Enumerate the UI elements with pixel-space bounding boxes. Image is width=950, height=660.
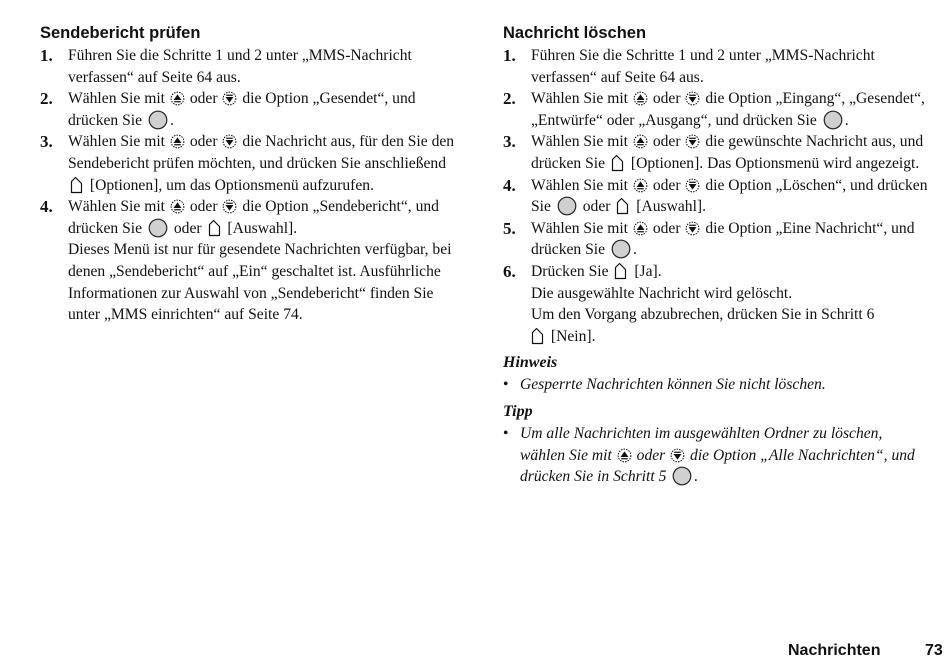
step-text: die Nachricht aus, für den Sie den Sendebericht prüfen möchten, und drücken Sie anschließend [68,133,455,172]
step-text: oder [652,90,681,108]
step-3 [503,131,928,174]
step-text: Wählen Sie mit [68,133,166,151]
step-text: [Optionen], um das Optionsmenü aufzurufen. [89,176,374,194]
step-text: oder [173,219,202,237]
nav-down-icon [222,134,237,149]
hint-text: Gesperrte Nachrichten können Sie nicht löschen. [520,376,826,394]
center-key-icon [557,196,577,216]
step-note-cancel [531,304,928,347]
tip-text: . [694,468,699,486]
page-number: 73 [925,642,943,659]
nav-down-icon [222,199,237,214]
center-key-icon [672,466,692,486]
step-text: oder [189,133,218,151]
footer-section-title: Nachrichten [788,642,881,659]
step-1 [40,45,465,88]
step-text: [Optionen]. Das Optionsmenü wird angezeigt. [630,154,920,172]
step-text: . [169,111,174,129]
step-text: Führen Sie die Schritte 1 und 2 unter „MMS-Nachricht verfassen“ auf Seite 64 aus. [531,47,875,86]
step-number: 6. [503,261,516,281]
left-column [40,20,465,326]
step-text: [Auswahl]. [636,198,707,216]
softkey-icon [616,197,629,215]
nav-up-icon [633,221,648,236]
tip-text: die Option „Alle Nachrichten“, und drücken Sie in Schritt 5 [520,446,915,486]
softkey-icon [70,176,83,194]
softkey-icon [614,262,627,280]
step-text: Wählen Sie mit [531,133,629,151]
center-key-icon [148,110,168,130]
nav-up-icon [633,134,648,149]
step-text: Drücken Sie [531,262,609,280]
tip-text: Um alle Nachrichten im ausgewählten Ordner zu löschen, wählen Sie mit [520,424,883,464]
step-6 [503,261,928,347]
step-text: oder [189,198,218,216]
nav-up-icon [170,134,185,149]
step-text: die Option „Löschen“, und drücken Sie [531,176,928,216]
step-3 [40,131,465,196]
nav-down-icon [685,221,700,236]
nav-up-icon [617,448,632,463]
step-1 [503,45,928,88]
center-key-icon [148,218,168,238]
nav-down-icon [222,91,237,106]
nav-down-icon [685,91,700,106]
step-number: 4. [503,175,516,195]
step-number: 4. [40,197,53,217]
step-text: [Auswahl]. [227,219,298,237]
nav-down-icon [670,448,685,463]
step-text: oder [652,133,681,151]
step-text: [Ja]. [634,262,662,280]
nav-up-icon [633,178,648,193]
right-column [503,20,928,488]
step-text: . [632,241,637,259]
step-note-text: Um den Vorgang abzubrechen, drücken Sie in Schritt 6 [531,306,875,324]
step-text: oder [652,219,681,237]
step-note: Die ausgewählte Nachricht wird gelöscht. [531,284,793,302]
step-number: 3. [40,132,53,152]
bullet-dot: • [503,376,509,394]
step-text: . [844,111,849,129]
step-number: 5. [503,218,516,238]
tip-text: oder [636,446,666,464]
step-text: Wählen Sie mit [531,90,629,108]
section-heading-loeschen: Nachricht löschen [503,24,647,42]
step-4 [503,175,928,218]
nav-up-icon [633,91,648,106]
hint-heading: Hinweis [503,354,558,372]
step-text: oder [582,198,611,216]
nav-down-icon [685,178,700,193]
softkey-icon [208,219,221,237]
bullet-dot: • [503,424,509,442]
softkey-icon [531,327,544,345]
nav-up-icon [170,91,185,106]
step-text: oder [189,90,218,108]
hint-item [503,374,928,396]
step-text: Wählen Sie mit [531,176,629,194]
step-text: die Option „Sendebericht“, und drücken Sie [68,198,439,237]
step-text: Wählen Sie mit [68,90,166,108]
step-text: Wählen Sie mit [68,198,166,216]
step-note-text: [Nein]. [550,327,596,345]
nav-up-icon [170,199,185,214]
softkey-icon [611,154,624,172]
step-text: oder [652,176,681,194]
step-text: die Option „Eine Nachricht“, und drücken Sie [531,219,915,259]
step-number: 1. [503,46,516,65]
center-key-icon [823,110,843,130]
nav-down-icon [685,134,700,149]
step-text: die Option „Eingang“, „Gesendet“, „Entwürfe“ oder „Ausgang“, und drücken Sie [531,90,925,129]
step-text: Führen Sie die Schritte 1 und 2 unter „MMS-Nachricht verfassen“ auf Seite 64 aus. [68,47,412,86]
step-number: 2. [40,89,53,109]
tip-item [503,423,928,488]
step-number: 1. [40,46,53,65]
step-4 [40,196,465,326]
tip-heading: Tipp [503,402,533,420]
step-5 [503,218,928,261]
step-note: Dieses Menü ist nur für gesendete Nachrichten verfügbar, bei denen „Sendebericht“ auf „Ein“ geschaltet ist. Ausführliche Informationen zur Auswahl von „Sendebericht“ finden Sie unter „MMS einrichten“ auf Seite 74. [68,241,452,324]
step-number: 3. [503,132,516,152]
section-heading-sendebericht: Sendebericht prüfen [40,24,201,42]
step-text: die gewünschte Nachricht aus, und drücken Sie [531,133,924,172]
step-text: Wählen Sie mit [531,219,629,237]
step-2 [503,88,928,131]
step-text: die Option „Gesendet“, und drücken Sie [68,90,416,129]
step-number: 2. [503,89,516,109]
center-key-icon [611,239,631,259]
step-2 [40,88,465,131]
